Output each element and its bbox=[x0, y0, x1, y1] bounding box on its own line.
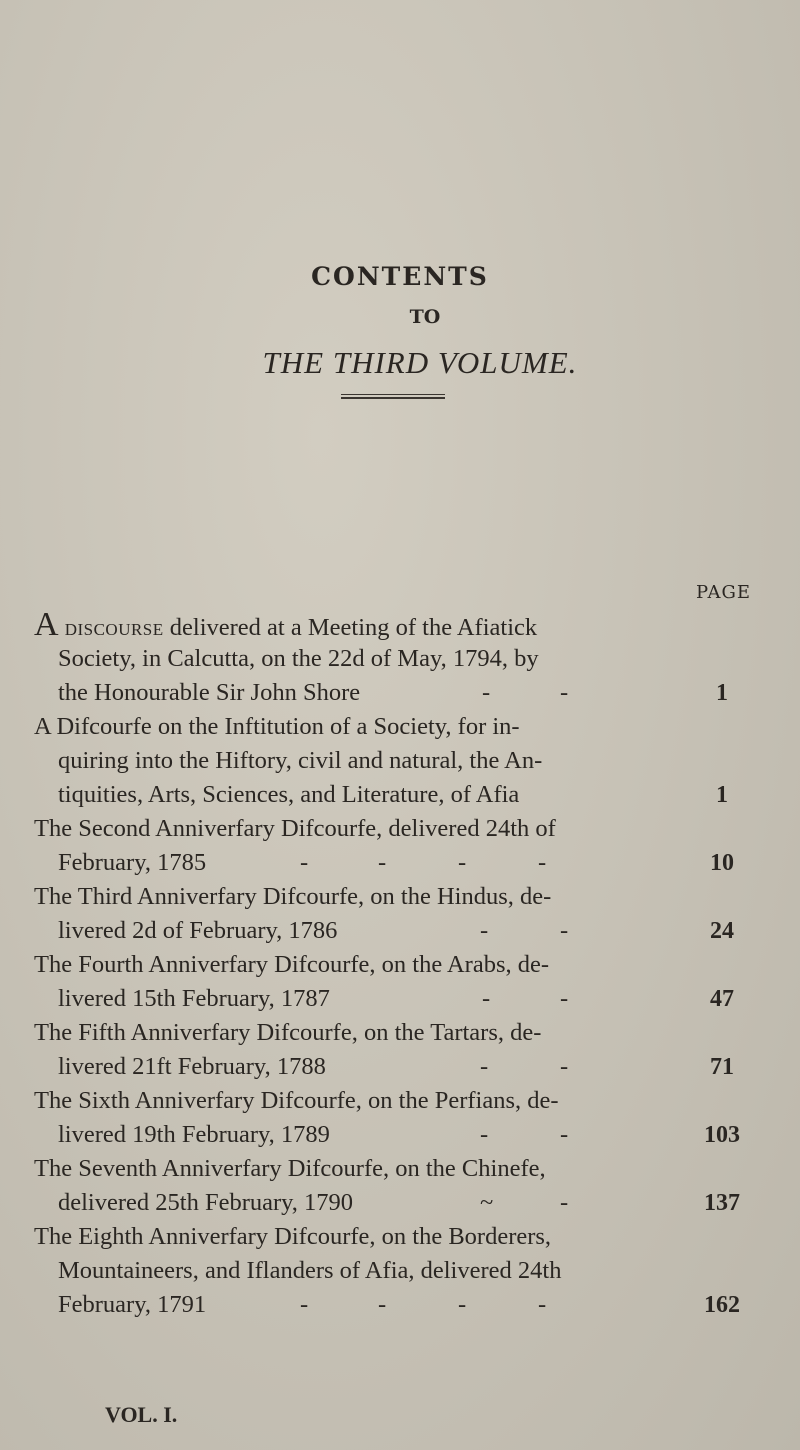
entry-line: The Eighth Anniverfary Difcourfe, on the Borderers, bbox=[34, 1223, 552, 1250]
entry-line: February, 1785 bbox=[58, 849, 207, 876]
initial-letter: A bbox=[34, 606, 59, 643]
leader-dash: - bbox=[300, 1291, 309, 1318]
entry-line: tiquities, Arts, Sciences, and Literature, of Afia bbox=[58, 781, 520, 808]
leader-dash: - bbox=[538, 849, 547, 876]
leader-dash: - bbox=[560, 985, 569, 1012]
leader-dash: - bbox=[480, 1121, 489, 1148]
page-column-label: PAGE bbox=[696, 582, 751, 603]
entry-line: The Sixth Anniverfary Difcourfe, on the Perfians, de- bbox=[34, 1087, 559, 1114]
leader-dash: - bbox=[300, 849, 309, 876]
entry-line: Society, in Calcutta, on the 22d of May, 1794, by bbox=[58, 645, 539, 672]
entry-line: delivered 25th February, 1790 bbox=[58, 1189, 354, 1216]
entry-line: the Honourable Sir John Shore bbox=[58, 679, 361, 706]
leader-dash: - bbox=[482, 985, 491, 1012]
entry-line: The Third Anniverfary Difcourfe, on the Hindus, de- bbox=[34, 883, 552, 910]
leader-dash: - bbox=[378, 849, 387, 876]
leader-dash: - bbox=[480, 917, 489, 944]
entry-line: The Seventh Anniverfary Difcourfe, on the Chinefe, bbox=[34, 1155, 546, 1182]
leader-dash: - bbox=[458, 1291, 467, 1318]
to-heading: TO bbox=[409, 306, 441, 328]
volume-heading: THE THIRD VOLUME. bbox=[262, 345, 578, 380]
leader-dash: - bbox=[560, 917, 569, 944]
leader-dash: - bbox=[560, 1121, 569, 1148]
signature-mark: VOL. I. bbox=[105, 1402, 178, 1427]
leader-dash: - bbox=[560, 679, 569, 706]
page-number: 47 bbox=[710, 986, 734, 1012]
entry-line: A Difcourfe on the Inftitution of a Society, for in- bbox=[34, 713, 520, 740]
leader-dash: - bbox=[458, 849, 467, 876]
page-number: 1 bbox=[716, 782, 728, 808]
heading-rule bbox=[341, 394, 445, 399]
page-number: 1 bbox=[716, 680, 728, 706]
leader-dash: ~ bbox=[480, 1189, 494, 1216]
small-caps-word: DISCOURSE bbox=[64, 620, 164, 639]
page-number: 24 bbox=[710, 918, 734, 944]
entry-line: Mountaineers, and Iflanders of Afia, delivered 24th bbox=[58, 1257, 562, 1284]
entry-line: livered 19th February, 1789 bbox=[58, 1121, 330, 1148]
contents-heading: CONTENTS bbox=[311, 262, 489, 291]
leader-dash: - bbox=[378, 1291, 387, 1318]
page-number: 162 bbox=[704, 1292, 740, 1318]
page-number: 10 bbox=[710, 850, 734, 876]
entry-line: The Fourth Anniverfary Difcourfe, on the Arabs, de- bbox=[34, 951, 550, 978]
entry-text: delivered at a Meeting of the Afiatick bbox=[163, 614, 538, 641]
entry-line: February, 1791 bbox=[58, 1291, 207, 1318]
entry-line: livered 2d of February, 1786 bbox=[58, 917, 338, 944]
leader-dash: - bbox=[482, 679, 491, 706]
leader-dash: - bbox=[560, 1189, 569, 1216]
page-number: 71 bbox=[710, 1054, 734, 1080]
entry-line: quiring into the Hiftory, civil and natural, the An- bbox=[58, 747, 543, 774]
entry-line: The Fifth Anniverfary Difcourfe, on the Tartars, de- bbox=[34, 1019, 542, 1046]
entry-line: livered 15th February, 1787 bbox=[58, 985, 330, 1012]
entry-line: livered 21ft February, 1788 bbox=[58, 1053, 326, 1080]
page-number: 137 bbox=[704, 1190, 740, 1216]
leader-dash: - bbox=[560, 1053, 569, 1080]
leader-dash: - bbox=[538, 1291, 547, 1318]
entry-line: The Second Anniverfary Difcourfe, delivered 24th of bbox=[34, 815, 556, 842]
leader-dash: - bbox=[480, 1053, 489, 1080]
page-number: 103 bbox=[704, 1122, 740, 1148]
